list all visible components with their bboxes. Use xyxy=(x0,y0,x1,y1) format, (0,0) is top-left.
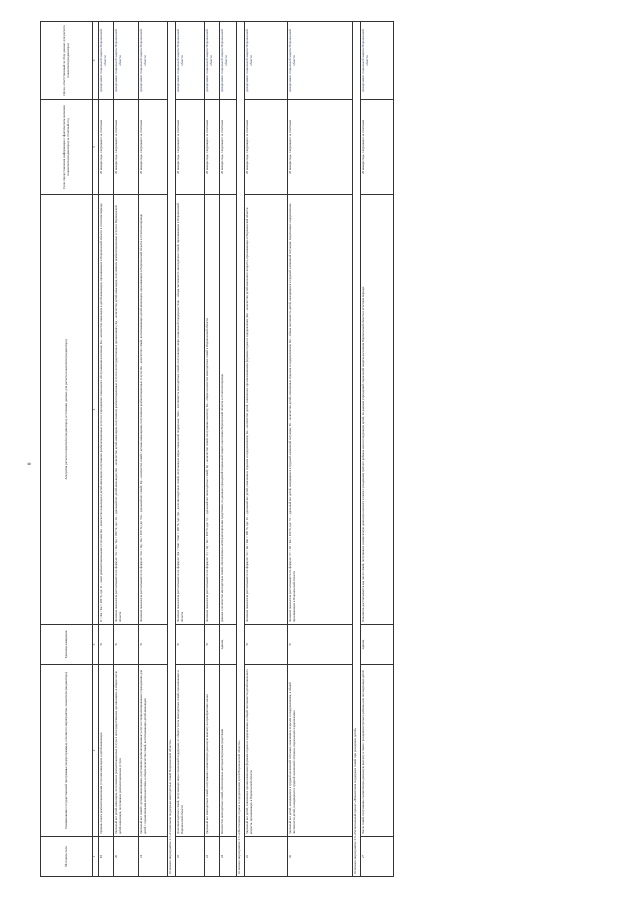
row-responsible: Департамент социальной защиты Воронежской области xyxy=(205,22,220,100)
row-name: Удельный вес детей, охваченных организованными формами отдыха и оздоровления, в общей численности детей школьного возраста, проживающих в Воронежской области xyxy=(245,665,288,837)
row-algorithm: Значение показателя рассчитывается по формуле: Уу = Ку / Ко × 100 %, где: Уу – удельный вес многодетных семей; Ку – количество семей, получивших выплату; Ко – общее количество многодетных семей в Воронежской области xyxy=(205,195,220,625)
row-responsible: Департамент социальной защиты Воронежской области xyxy=(99,22,114,100)
section-title: Основное мероприятие 2.5 «Обеспечение отдыха и оздоровления детей Воронежской области» xyxy=(237,22,245,877)
row-deadline: 20 января года, следующего за отчетным xyxy=(288,100,353,195)
row-deadline: 20 января года, следующего за отчетным xyxy=(361,100,394,195)
row-algorithm: О = Ки / Кн × 100 %, где: О – охват реабилитационными услугами; Ки – количество инвалидов и детей-инвалидов, получивших реабилитационные услуги в учреждениях социального обслуживания населения; Кн – количество инвалидов и детей-инвалидов, проживающих в Воронежской области в отчетном периоде xyxy=(99,195,114,625)
table-row xyxy=(139,22,168,877)
row-unit: % xyxy=(205,625,220,665)
col-number: 5 xyxy=(93,100,99,195)
table-row xyxy=(288,22,353,877)
header-algorithm: Алгоритм расчета показателя (индикатора), источники данных для расчета показателя (индикатора) xyxy=(41,195,93,625)
row-unit: % xyxy=(114,625,139,665)
row-algorithm: Значение показателя рассчитывается по формуле: Усв = Кр / Кв × 100 %, где: Усв – удельный вес семей; Кр – количество семей с детьми-инвалидами, получивших реабилитационные услуги; Кв – количество семей, воспитывающих детей-инвалидов, проживающих в Воронежской области в отчетном периоде xyxy=(139,195,168,625)
row-deadline: 20 января года, следующего за отчетным xyxy=(245,100,288,195)
row-num: 26 xyxy=(288,837,353,877)
row-responsible: Департамент социальной защиты Воронежской области xyxy=(139,22,168,100)
row-responsible: Департамент социальной защиты Воронежской области xyxy=(176,22,205,100)
row-unit: единиц xyxy=(220,625,237,665)
row-responsible: Департамент социальной защиты Воронежской области xyxy=(288,22,353,100)
section-title: Основное мероприятие 2.6 «Региональный проект «Финансовая поддержка семей при рождении детей» xyxy=(353,22,361,877)
header-deadline: Срок предоставления информации о фактическом значении показателя (индикатора) за отчетный год xyxy=(41,100,93,195)
row-unit: % xyxy=(245,625,288,665)
row-algorithm: Значение показателя рассчитывается по формуле: Ут = Кт / Кп × 100 %, где: Ут – удельный вес детей, находящихся в трудной жизненной ситуации; Кт – количество детей, охваченных отдыхом и оздоровлением; Кп – общая численность детей, находящихся в трудной жизненной ситуации, подлежащих оздоровлению, проживающих в Воронежской области xyxy=(288,195,353,625)
row-responsible: Департамент социальной защиты Воронежской области xyxy=(361,22,394,100)
row-deadline: 20 января года, следующего за отчетным xyxy=(176,100,205,195)
row-num: 25 xyxy=(245,837,288,877)
row-deadline: 20 января года, следующего за отчетным xyxy=(220,100,237,195)
page-number: 8 xyxy=(28,462,33,465)
row-name: Удельный вес многодетных семей, получивших ежемесячную денежную выплату на приобретение жилья xyxy=(205,665,220,837)
table-row xyxy=(176,22,205,877)
row-algorithm: Значение показателя рассчитывается по формуле: Ун = Кн / Кд × 100 %, где: Ун – удельный вес детей-инвалидов; Кн – количество детей-инвалидов, получивших реабилитационные услуги в негосударственных организациях; Кд – количество детей-инвалидов, получивших реабилитационные услуги в Воронежской области xyxy=(114,195,139,625)
row-num: 21 xyxy=(139,837,168,877)
row-unit: % xyxy=(139,625,168,665)
row-name: Удельный вес семей с детьми-инвалидами, получивших реабилитационные услуги в специализированных учреждениях для детей с ограниченными возможностями, в общем количестве семей, воспитывающих детей-инвалидов xyxy=(139,665,168,837)
section-row xyxy=(353,22,361,877)
row-num: 19 xyxy=(99,837,114,877)
row-deadline: 20 января года, следующего за отчетным xyxy=(99,100,114,195)
header-name: Наименование государственной программы (подпрограммы), основного мероприятия, показателя (индикатора) xyxy=(41,665,93,837)
table-row xyxy=(99,22,114,877)
table-row xyxy=(245,22,288,877)
col-number: 3 xyxy=(93,625,99,665)
row-unit: % xyxy=(99,625,114,665)
col-number: 1 xyxy=(93,837,99,877)
row-unit: единиц xyxy=(361,625,394,665)
row-algorithm: Значение показателя рассчитывается по формуле: Уо = Ко / Кш × 100 %, где: Уо – удельный вес детей, охваченных отдыхом и оздоровлением; Ко – количество детей, охваченных организованными формами отдыха и оздоровления; Кш – количество детей школьного возраста, проживающих в Воронежской области xyxy=(245,195,288,625)
row-num: 22 xyxy=(176,837,205,877)
row-unit: % xyxy=(176,625,205,665)
row-num: 23 xyxy=(205,837,220,877)
row-algorithm: Показатель рассчитывается как число семей, получивших ежемесячную денежную выплату в связи с рождением третьего ребенка или последующих детей, по данным учреждений социальной защиты населения Воронежской области в отчетном периоде xyxy=(361,195,394,625)
header-unit: Единица измерения xyxy=(41,625,93,665)
table-row xyxy=(205,22,220,877)
row-deadline: 20 января года, следующего за отчетным xyxy=(114,100,139,195)
header-responsible: Орган, ответственный за сбор данных для расчета показателя (индикатора) xyxy=(41,22,93,100)
row-algorithm: Значение показателя рассчитывается по формуле: Дм = Чмп / Чмо × 100 %, где: Дм – доля многодетных семей, получающих меры социальной поддержки; Чмп – численность многодетных семей, получающих меры социальной поддержки; Чмо – общая численность многодетных семей, проживающих в Воронежской области xyxy=(176,195,205,625)
col-number: 6 xyxy=(93,22,99,100)
section-title: Основное мероприятие 2.3 «Социальная поддержка многодетных семей Воронежской области» xyxy=(168,22,176,877)
row-name: Количество многодетных семей, обеспеченных автотранспортными средствами xyxy=(220,665,237,837)
row-num: 24 xyxy=(220,837,237,877)
header-row xyxy=(41,22,93,877)
table-row xyxy=(114,22,139,877)
row-name: Доля многодетных семей, получающих меры социальной поддержки, от общего числа многодетных семей, проживающих в Воронежской области xyxy=(176,665,205,837)
section-row xyxy=(168,22,176,877)
row-responsible: Департамент социальной защиты Воронежской области xyxy=(114,22,139,100)
row-name: Удельный вес детей, находящихся в трудной жизненной ситуации, охваченных отдыхом и оздоровлением, в общей численности детей, находящихся в трудной жизненной ситуации, подлежащих оздоровлению xyxy=(288,665,353,837)
row-num: 27 xyxy=(361,837,394,877)
table-row xyxy=(361,22,394,877)
row-responsible: Департамент социальной защиты Воронежской области xyxy=(220,22,237,100)
row-responsible: Департамент социальной защиты Воронежской области xyxy=(245,22,288,100)
row-name: Удельный вес детей-инвалидов, получивших реабилитационные услуги в негосударственных организациях, в общем числе детей-инвалидов, получивших реабилитационные услуги xyxy=(114,665,139,837)
row-deadline: 20 января года, следующего за отчетным xyxy=(139,100,168,195)
section-row xyxy=(237,22,245,877)
row-unit: % xyxy=(288,625,353,665)
row-name: Уровень охвата реабилитационными услугами инвалидов и детей-инвалидов xyxy=(99,665,114,837)
row-num: 20 xyxy=(114,837,139,877)
row-deadline: 20 января года, следующего за отчетным xyxy=(205,100,220,195)
header-num: № показа-теля xyxy=(41,837,93,877)
row-name: Число семей, получивших ежемесячную денежную выплату в связи с рождением третьего ребенка или последующих детей xyxy=(361,665,394,837)
table-row xyxy=(220,22,237,877)
col-number: 4 xyxy=(93,195,99,625)
col-number: 2 xyxy=(93,665,99,837)
row-algorithm: Данные о количестве многодетных семей, обеспеченных автотранспортными средствами, по данным учреждений социальной защиты населения Воронежской области в отчетном периоде xyxy=(220,195,237,625)
indicator-table xyxy=(40,21,394,877)
